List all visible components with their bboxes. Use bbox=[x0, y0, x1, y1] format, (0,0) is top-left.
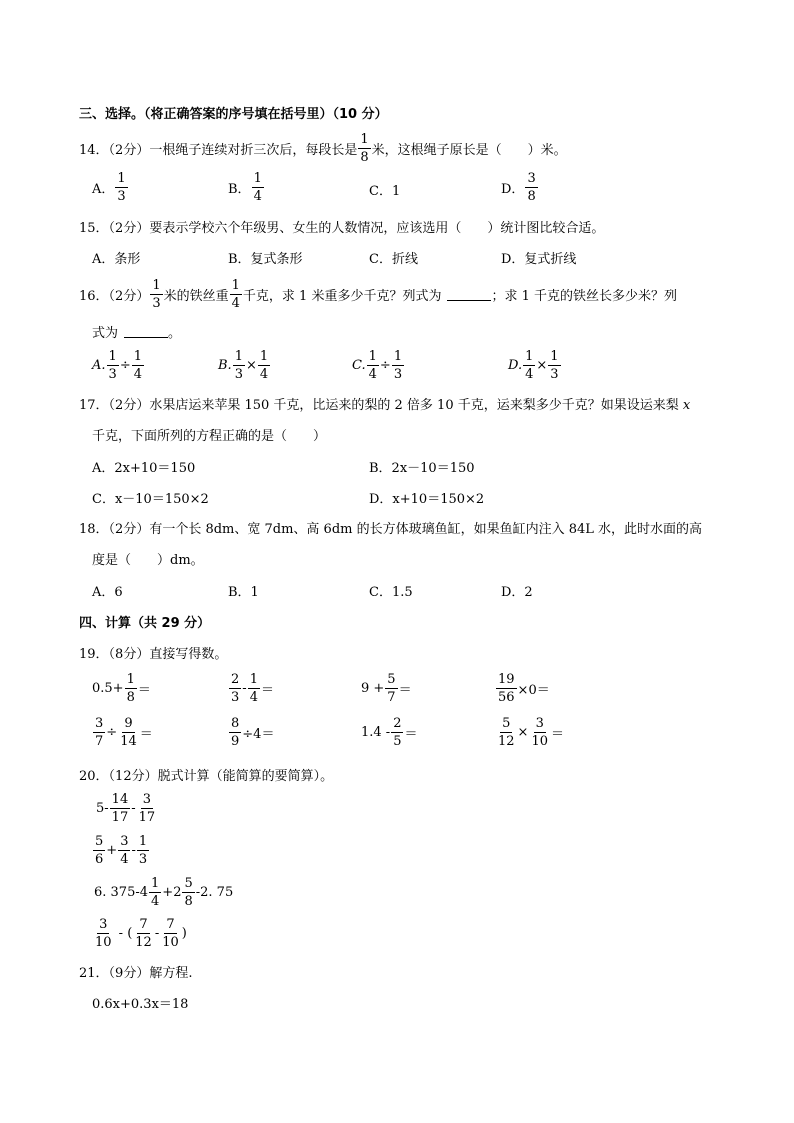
q17-option-a: A．2x+10＝150 bbox=[92, 461, 196, 476]
q15-option-a: A．条形 bbox=[92, 252, 141, 267]
q19-item-6: $\frac{8}{9}$ ÷4＝ bbox=[231, 716, 275, 749]
q19-item-3: 9 + $\frac{5}{7}$ ＝ bbox=[361, 672, 412, 705]
q20-expression-4: $\frac{3}{10}$ - ( $\frac{7}{12}$ - $\frac{7}{10}$ ) bbox=[95, 917, 187, 950]
q15-option-b: B．复式条形 bbox=[228, 252, 303, 267]
q19-item-8: $\frac{5}{12}$ × $\frac{3}{10}$ ＝ bbox=[498, 716, 565, 749]
q14-text-pre: 14．（2分）一根绳子连续对折三次后，每段长是 bbox=[79, 143, 358, 158]
q21-equation: 0.6x+0.3x＝18 bbox=[92, 997, 189, 1012]
section-4-title: 四、计算（共 29 分） bbox=[79, 616, 211, 631]
q15-option-c: C．折线 bbox=[369, 252, 418, 267]
question-19: 19．（8分）直接写得数。 bbox=[79, 647, 228, 662]
q19-item-5: $\frac{3}{7}$ ÷ $\frac{9}{14}$ ＝ bbox=[95, 716, 153, 749]
q16-option-c: C. $\frac{1}{4}$ ÷ $\frac{1}{3}$ bbox=[352, 349, 403, 382]
q18-option-c: C．1.5 bbox=[369, 585, 413, 600]
q20-expression-1: 5- $\frac{14}{17}$ - $\frac{3}{17}$ bbox=[96, 792, 156, 825]
q16-line-2: 式为 。 bbox=[92, 326, 182, 341]
question-16: 16．（2分） $\frac{1}{3}$ 米的铁丝重 $\frac{1}{4}$ 千克，求 1 米重多少千克？列式为 ；求 1 千克的铁丝长多少米？列 bbox=[79, 278, 677, 311]
q16-option-a: A. $\frac{1}{3}$ ÷ $\frac{1}{4}$ bbox=[92, 349, 142, 382]
question-18: 18．（2分）有一个长 8dm、宽 7dm、高 6dm 的长方体玻璃鱼缸，如果鱼缸内注入 84L 水，此时水面的高 bbox=[79, 522, 703, 537]
q18-option-d: D．2 bbox=[501, 585, 533, 600]
question-20: 20．（12分）脱式计算（能简算的要简算）。 bbox=[79, 769, 334, 784]
q14-option-a: A． $\frac{1}{3}$ bbox=[92, 171, 126, 204]
section-3-title: 三、选择。（将正确答案的序号填在括号里）（10 分） bbox=[79, 107, 388, 122]
q20-expression-2: $\frac{5}{6}$ + $\frac{3}{4}$ - $\frac{1}{3}$ bbox=[95, 834, 148, 867]
question-15: 15．（2分）要表示学校六个年级男、女生的人数情况，应该选用（ ）统计图比较合适。 bbox=[79, 221, 605, 236]
q15-option-d: D．复式折线 bbox=[501, 252, 577, 267]
q19-item-7: 1.4 - $\frac{2}{5}$ ＝ bbox=[361, 716, 418, 749]
q14-option-b: B． $\frac{1}{4}$ bbox=[228, 171, 262, 204]
q14-option-c: C．1 bbox=[369, 184, 401, 199]
q18-option-b: B．1 bbox=[228, 585, 259, 600]
question-21: 21．（9分）解方程. bbox=[79, 966, 193, 981]
q14-option-d: D． $\frac{3}{8}$ bbox=[501, 171, 536, 204]
q20-expression-3: 6. 375-4 $\frac{1}{4}$ +2 $\frac{5}{8}$ -2. 75 bbox=[94, 876, 234, 909]
q14-fraction: $\frac{1}{8}$ bbox=[360, 132, 369, 165]
question-14 bbox=[79, 133, 567, 164]
question-17: 17．（2分）水果店运来苹果 150 千克，比运来的梨的 2 倍多 10 千克，运来梨多少千克？如果设运来梨 x bbox=[79, 398, 691, 413]
q17-option-d: D．x+10＝150×2 bbox=[369, 492, 485, 507]
q14-text-post: 米，这根绳子原长是（ ）米。 bbox=[371, 143, 567, 158]
q18-option-a: A．6 bbox=[92, 585, 123, 600]
q16-answer-blank-1[interactable] bbox=[447, 288, 491, 301]
q19-item-1: 0.5+ $\frac{1}{8}$ ＝ bbox=[92, 672, 151, 705]
q18-line-2: 度是（ ）dm。 bbox=[92, 553, 204, 568]
q17-line-2: 千克，下面所列的方程正确的是（ ） bbox=[92, 429, 327, 444]
q19-item-4: $\frac{19}{56}$ ×0＝ bbox=[498, 672, 550, 705]
q16-option-b: B. $\frac{1}{3}$ × $\frac{1}{4}$ bbox=[218, 349, 269, 382]
q17-option-b: B．2x－10＝150 bbox=[369, 461, 475, 476]
q19-item-2: $\frac{2}{3}$ - $\frac{1}{4}$ ＝ bbox=[231, 672, 274, 705]
q16-option-d: D. $\frac{1}{4}$ × $\frac{1}{3}$ bbox=[508, 349, 559, 382]
q17-option-c: C．x－10＝150×2 bbox=[92, 492, 209, 507]
q16-answer-blank-2[interactable] bbox=[124, 325, 168, 338]
